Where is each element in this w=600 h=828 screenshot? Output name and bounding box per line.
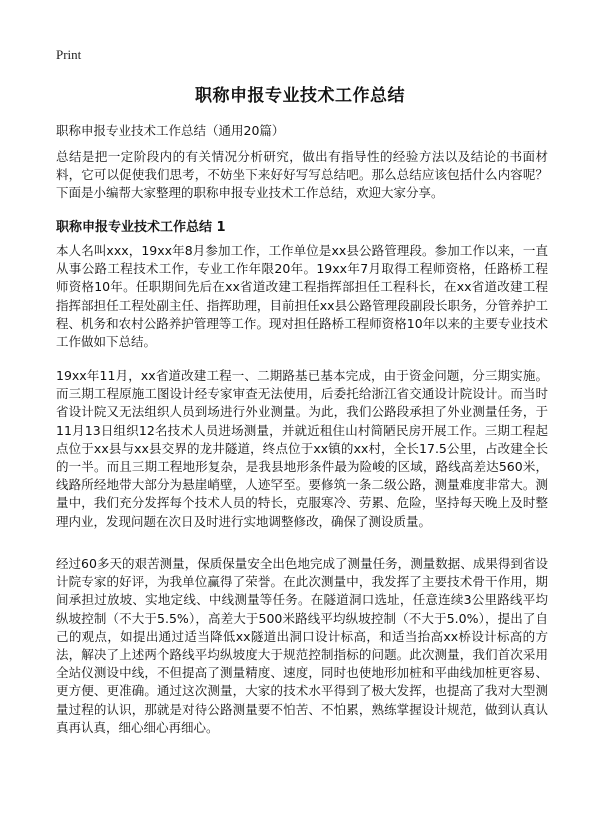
body-paragraph-2: 19xx年11月，xx省道改建工程一、二期路基已基本完成，由于资金问题，分三期实施。而三期工程原施工图设计经专家审查无法使用，后委托给浙江省交通设计院设计。而当时省设计院又无法组织人员到场进行外业测量。为此，我们公路段承担了外业测量任务，于11月13日组织12名技术人员进场测量，并就近租住山村简陋民房开展工作。三期工程起点位于xx县与xx县交界的龙井隧道，终点位于xx镇的xx村，全长17.5公里，占改建全长的一半。而且三期工程地形复杂，是我县地形条件最为险峻的区域，路线高差达560米，线路所经地带大部分为悬崖峭壁，人迹罕至。要修筑一条二级公路，测量难度非常大。测量中，我们充分发挥每个技术人员的特长，克服寒冷、劳累、危险，坚持每天晚上及时整理内业，发现问题在次日及时进行实地调整修改，确保了测设质量。	[56, 368, 548, 529]
print-link[interactable]: Print	[56, 47, 82, 62]
intro-paragraph: 总结是把一定阶段内的有关情况分析研究，做出有指导性的经验方法以及结论的书面材料，它可以促使我们思考，不妨坐下来好好写写总结吧。那么总结应该包括什么内容呢？下面是小编帮大家整理的职称申报专业技术工作总结，欢迎大家分享。	[56, 149, 548, 201]
body-paragraph-3: 经过60多天的艰苦测量，保质保量安全出色地完成了测量任务，测量数据、成果得到省设计院专家的好评，为我单位赢得了荣誉。在此次测量中，我发挥了主要技术骨干作用，期间承担过放坡、实地定线、中线测量等任务。在隧道洞口选址，任意连续3公里路线平均纵坡控制（不大于5.5%），高差大于500米路线平均纵坡控制（不大于5.0%），提出了自己的观点，如提出通过适当降低xx隧道出洞口设计标高，和适当抬高xx桥设计标高的方法，解决了上述两个路线平均纵坡度大于规范控制指标的问题。此次测量，我们首次采用全站仪测设中线，不但提高了测量精度、速度，同时也使地形加桩和平曲线加桩更容易、更方便、更准确。通过这次测量，大家的技术水平得到了极大发挥，也提高了我对大型测量过程的认识，那就是对待公路测量要不怕苦、不怕累，熟练掌握设计规范，做到认真认真再认真，细心细心再细心。	[56, 556, 548, 735]
document-subtitle: 职称申报专业技术工作总结（通用20篇）	[56, 123, 285, 138]
body-paragraph-1: 本人名叫xxx，19xx年8月参加工作，工作单位是xx县公路管理段。参加工作以来，一直从事公路工程技术工作，专业工作年限20年。19xx年7月取得工程师资格，任路桥工程师资格10年。任职期间先后在xx省道改建工程指挥部担任工程科长，在xx省道改建工程指挥部担任工程处副主任、指挥助理，目前担任xx县公路管理段副段长职务，分管养护工程、机务和农村公路养护管理等工作。现对担任路桥工程师资格10年以来的主要专业技术工作做如下总结。	[56, 243, 548, 350]
document-title: 职称申报专业技术工作总结	[195, 86, 405, 106]
section-heading: 职称申报专业技术工作总结 1	[56, 220, 226, 235]
